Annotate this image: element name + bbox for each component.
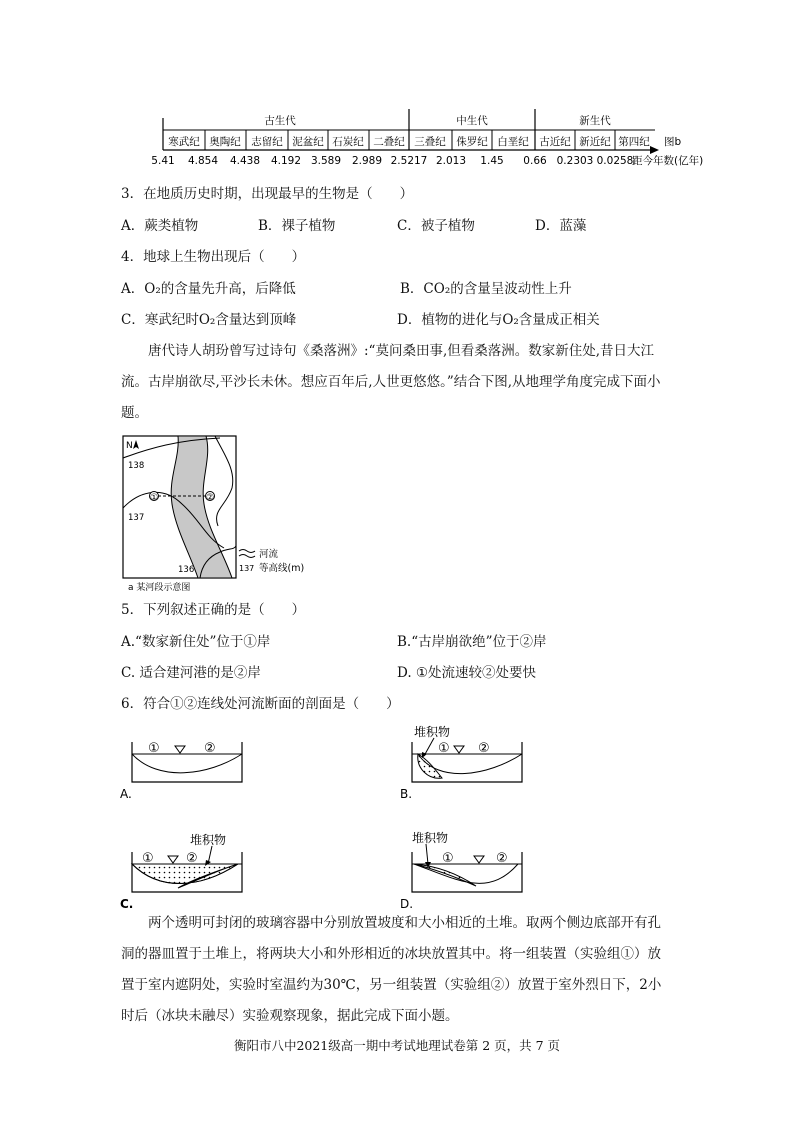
option-b: B．裸子植物 xyxy=(258,218,336,234)
option-label-d: D. xyxy=(400,897,414,911)
map-caption: a 某河段示意图 xyxy=(128,583,191,593)
contour-label: 138 xyxy=(128,461,145,471)
bank-1-label: ① xyxy=(148,741,160,756)
profile-option-d xyxy=(398,826,538,912)
bank-2-label: ② xyxy=(186,851,198,866)
bank-1-label: ① xyxy=(142,851,154,866)
bank-2-label: ② xyxy=(478,741,490,756)
option-d: D．植物的进化与O₂含量成正相关 xyxy=(397,312,600,328)
bank-1-label: ① xyxy=(442,851,454,866)
period-label: 寒武纪 xyxy=(168,136,200,148)
tick-label: 4.854 xyxy=(187,155,219,167)
period-label: 二叠纪 xyxy=(373,136,405,148)
period-label: 泥盆纪 xyxy=(292,136,324,148)
tick-label: 1.45 xyxy=(480,155,504,167)
point-2-label: ② xyxy=(205,493,215,503)
point-1-label: ① xyxy=(149,493,159,503)
era-label: 古生代 xyxy=(264,115,296,127)
period-label: 志留纪 xyxy=(251,136,283,148)
period-label: 三叠纪 xyxy=(414,136,446,148)
option-b: B.“古岸崩欲绝”位于②岸 xyxy=(397,634,547,650)
profile-option-c xyxy=(118,826,258,912)
tick-label: 4.438 xyxy=(229,155,261,167)
option-c: C. 适合建河港的是②岸 xyxy=(121,665,261,681)
period-label: 古近纪 xyxy=(539,136,571,148)
tick-label: 3.589 xyxy=(310,155,342,167)
period-label: 侏罗纪 xyxy=(456,136,488,148)
tick-label: 2.013 xyxy=(435,155,467,167)
tick-label: 4.192 xyxy=(270,155,302,167)
option-a: A.“数家新住处”位于①岸 xyxy=(121,634,271,650)
geologic-timeline xyxy=(145,104,710,170)
legend-contour: 等高线(m) xyxy=(259,563,305,574)
option-b: B．CO₂的含量呈波动性上升 xyxy=(400,281,572,297)
tick-label: 0.0258 xyxy=(596,155,634,167)
tick-label: 0.2303 xyxy=(556,155,594,167)
option-label-a: A. xyxy=(120,787,132,801)
question-3-stem: 3．在地质历史时期，出现最早的生物是（ ） xyxy=(121,186,414,202)
river-section-map xyxy=(120,434,316,596)
option-c: C．寒武纪时O₂含量达到顶峰 xyxy=(121,312,297,328)
question-4-stem: 4．地球上生物出现后（ ） xyxy=(121,249,306,265)
period-label: 石炭纪 xyxy=(332,136,364,148)
bank-1-label: ① xyxy=(438,741,450,756)
deposit-label: 堆积物 xyxy=(190,833,227,847)
figure-label: 图b xyxy=(664,136,682,148)
option-d: D．蓝藻 xyxy=(535,218,587,234)
contour-label: 136 xyxy=(178,565,195,575)
tick-label: 5.41 xyxy=(151,155,175,167)
era-label: 中生代 xyxy=(456,115,488,127)
era-label: 新生代 xyxy=(579,115,611,127)
option-label-c: C. xyxy=(120,897,134,911)
profile-option-a xyxy=(118,730,258,802)
period-label: 白垩纪 xyxy=(497,136,529,148)
period-label: 第四纪 xyxy=(618,136,650,148)
question-5-stem: 5．下列叙述正确的是（ ） xyxy=(121,602,306,618)
tick-label: 2.5217 xyxy=(390,155,428,167)
period-label: 奥陶纪 xyxy=(209,136,241,148)
option-a: A．蕨类植物 xyxy=(121,218,199,234)
option-d: D. ①处流速较②处要快 xyxy=(397,665,537,681)
tick-label: 2.989 xyxy=(351,155,383,167)
period-label: 新近纪 xyxy=(579,136,611,148)
option-a: A．O₂的含量先升高，后降低 xyxy=(121,281,296,297)
passage-experiment: 两个透明可封闭的玻璃容器中分别放置坡度和大小相近的土堆。取两个侧边底部开有孔洞的器皿置于土堆上，将两块大小和外形相近的冰块放置其中。将一组装置（实验组①）放置于室内遮阴处，实验时室温约为30℃，另一组装置（实验组②）放置于室外烈日下，2小时后（冰块未融尽）实验观察现象，据此完成下面小题。 xyxy=(121,915,662,1024)
passage-sangluozhou: 唐代诗人胡玢曾写过诗句《桑落洲》:“莫问桑田事,但看桑落洲。数家新住处,昔日大江流。古岸崩欲尽,平沙长未休。想应百年后,人世更悠悠。”结合下图,从地理学角度完成下面小题。 xyxy=(121,343,661,421)
legend-river: 河流 xyxy=(259,549,279,560)
page-footer: 衡阳市八中2021级高一期中考试地理试卷第 2 页，共 7 页 xyxy=(233,1038,561,1053)
question-6-stem: 6．符合①②连线处河流断面的剖面是（ ） xyxy=(121,696,400,712)
axis-label: 距今年数(亿年) xyxy=(632,155,704,167)
option-label-b: B. xyxy=(400,787,413,801)
contour-label: 137 xyxy=(239,564,255,573)
contour-label: 137 xyxy=(128,513,145,523)
deposit-label: 堆积物 xyxy=(414,725,451,739)
tick-label: 0.66 xyxy=(523,155,547,167)
bank-2-label: ② xyxy=(204,741,216,756)
north-label: N xyxy=(126,441,133,451)
profile-option-b xyxy=(398,720,538,802)
deposit-label: 堆积物 xyxy=(412,831,449,845)
option-c: C．被子植物 xyxy=(397,218,475,234)
bank-2-label: ② xyxy=(496,851,508,866)
